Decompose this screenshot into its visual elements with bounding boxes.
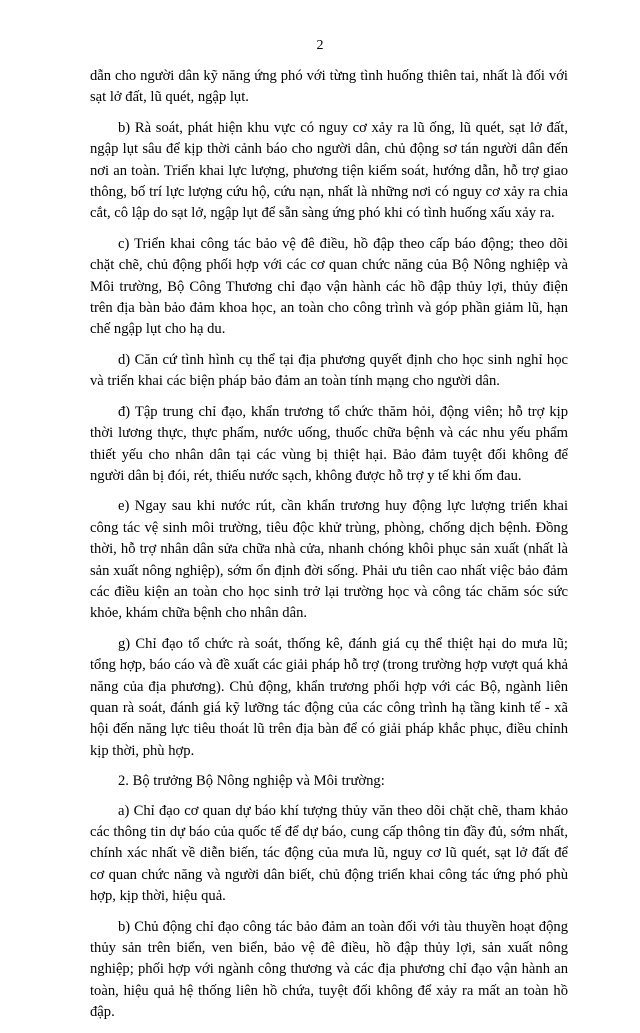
paragraph-item-b: b) Rà soát, phát hiện khu vực có nguy cơ xảy ra lũ ống, lũ quét, sạt lở đất, ngập lụt sâu để kịp thời cảnh báo cho người dân, chủ động sơ tán người dân đến nơi an toàn. Triển khai lực lượng, phương tiện kiểm soát, hướng dẫn, hỗ trợ giao thông, bố trí lực lượng cứu hộ, cứu nạn, nhất là những nơi có nguy cơ xảy ra chia cắt, cô lập do sạt lở, ngập lụt để sẵn sàng ứng phó khi có tình huống xấu xảy ra. — [90, 119, 568, 222]
paragraph-section2-item-b: b) Chủ động chỉ đạo công tác bảo đảm an toàn đối với tàu thuyền hoạt động thủy sản trên biển, ven biển, bảo vệ đê điều, hồ đập thủy lợi, sản xuất nông nghiệp; phối hợp với ngành công thương và các địa phương chỉ đạo vận hành an toàn, hiệu quả hệ thống liên hồ chứa, tuyệt đối không để xảy ra mất an toàn hồ đập. — [90, 918, 568, 1021]
paragraph-item-e: e) Ngay sau khi nước rút, cần khẩn trương huy động lực lượng triển khai công tác vệ sinh môi trường, tiêu độc khử trùng, phòng, chống dịch bệnh. Đồng thời, hỗ trợ nhân dân sửa chữa nhà cửa, nhanh chóng khôi phục sản xuất (nhất là sản xuất nông nghiệp), sớm ổn định đời sống. Phải ưu tiên cao nhất việc bảo đảm các điều kiện an toàn cho học sinh trở lại trường học và công tác chăm sóc sức khỏe, khám chữa bệnh cho nhân dân. — [90, 498, 568, 622]
section-heading-2: 2. Bộ trưởng Bộ Nông nghiệp và Môi trường: — [118, 773, 385, 790]
paragraph-item-g: g) Chỉ đạo tổ chức rà soát, thống kê, đánh giá cụ thể thiệt hại do mưa lũ; tổng hợp, báo cáo và đề xuất các giải pháp hỗ trợ (trong trường hợp vượt quá khả năng của địa phương). Chủ động, khẩn trương phối hợp với các Bộ, ngành liên quan rà soát, đánh giá kỹ lưỡng tác động của các công trình hạ tầng kinh tế - xã hội đến năng lực tiêu thoát lũ trên địa bàn để có giải pháp khắc phục, điều chỉnh kịp thời, phù hợp. — [90, 635, 568, 759]
paragraph-continuation: dẫn cho người dân kỹ năng ứng phó với từng tình huống thiên tai, nhất là đối với sạt lở đất, lũ quét, ngập lụt. — [90, 68, 568, 106]
paragraph-section2-item-a: a) Chỉ đạo cơ quan dự báo khí tượng thủy văn theo dõi chặt chẽ, tham khảo các thông tin dự báo của quốc tế để dự báo, cung cấp thông tin đầy đủ, sớm nhất, chính xác nhất về diễn biến, tác động của mưa lũ, nguy cơ lũ quét, sạt lở đất để cơ quan chức năng và người dân biết, chủ động triển khai công tác ứng phó phù hợp, kịp thời, hiệu quả. — [90, 802, 568, 905]
document-body — [90, 66, 568, 1033]
paragraph-item-d: d) Căn cứ tình hình cụ thể tại địa phương quyết định cho học sinh nghỉ học và triển khai các biện pháp bảo đảm an toàn tính mạng cho người dân. — [90, 351, 568, 390]
page-number: 2 — [316, 38, 324, 53]
paragraph-item-dd: đ) Tập trung chỉ đạo, khẩn trương tổ chức thăm hỏi, động viên; hỗ trợ kịp thời lương thực, thực phẩm, nước uống, thuốc chữa bệnh và các nhu yếu phẩm thiết yếu cho nhân dân tại các vùng bị thiệt hại. Bảo đảm tuyệt đối không để người dân bị đói, rét, thiếu nước sạch, không được hỗ trợ y tế khi ốm đau. — [90, 403, 568, 484]
paragraph-item-c: c) Triển khai công tác bảo vệ đê điều, hồ đập theo cấp báo động; theo dõi chặt chẽ, chủ động phối hợp với các cơ quan chức năng của Bộ Nông nghiệp và Môi trường, Bộ Công Thương chỉ đạo vận hành các hồ đập thủy lợi, thủy điện trên địa bàn bảo đảm khoa học, an toàn cho công trình và góp phần giảm lũ, hạn chế ngập lụt cho hạ du. — [90, 235, 568, 338]
